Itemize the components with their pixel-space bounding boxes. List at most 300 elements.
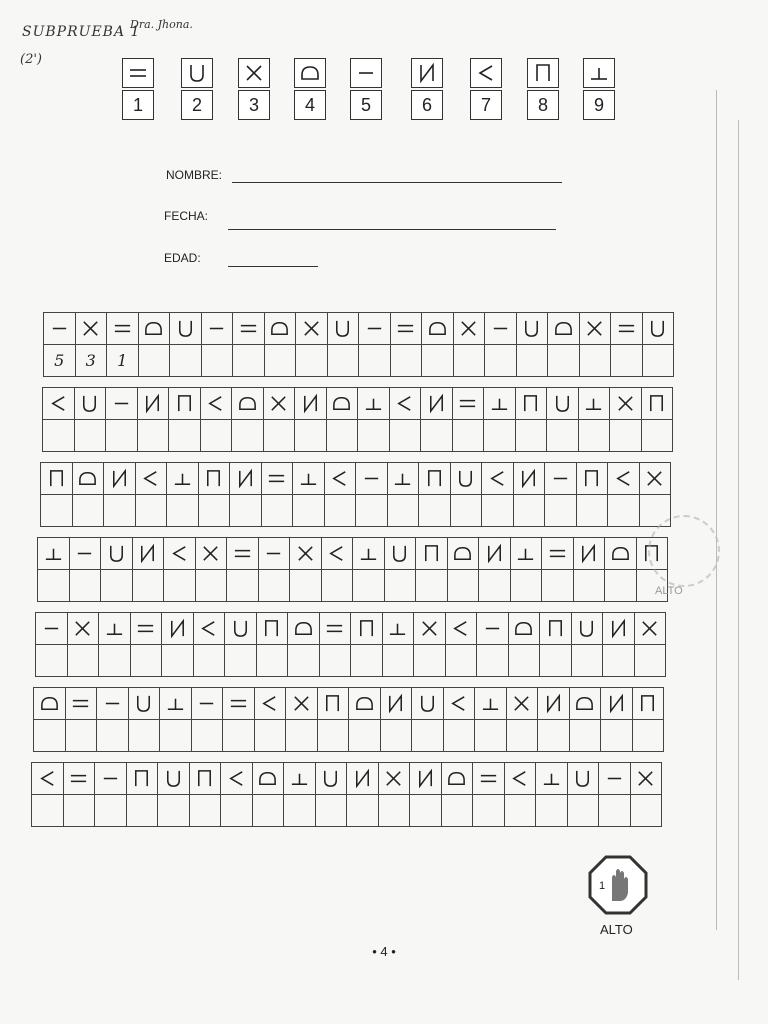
answer-cell[interactable] [41,495,73,527]
answer-cell[interactable] [540,645,572,677]
symbol-row [43,388,673,420]
perp-symbol-icon [489,393,510,414]
answer-cell[interactable] [605,570,637,602]
symbol-cell [107,313,139,345]
perp-symbol-icon [358,543,379,564]
answer-cell[interactable] [450,495,482,527]
answer-cell[interactable] [447,570,479,602]
answer-cell[interactable] [578,420,610,452]
key-symbol [294,58,326,88]
symbol-cell [126,763,158,795]
symbol-cell [32,763,64,795]
lt-symbol-icon [394,393,415,414]
symbol-cell [41,463,73,495]
symbol-cell [380,688,412,720]
perp-symbol-icon [172,468,193,489]
answer-cell[interactable] [32,795,64,827]
key-item [583,58,615,120]
key-item [470,58,502,120]
answer-cell[interactable] [536,795,568,827]
symbol-cell [477,613,509,645]
answer-cell[interactable] [608,495,640,527]
answer-cell[interactable] [167,495,199,527]
answer-cell[interactable] [569,720,601,752]
symbol-cell [410,763,442,795]
answer-cell[interactable] [506,720,538,752]
symbol-cell [513,463,545,495]
answer-cell[interactable] [169,420,201,452]
x-symbol-icon [243,62,265,84]
answer-cell[interactable] [63,795,95,827]
symbol-cell [545,463,577,495]
symbol-cell [130,613,162,645]
answer-cell[interactable] [516,345,548,377]
answer-cell[interactable] [200,420,232,452]
answer-cell[interactable] [327,345,359,377]
cap-symbol-icon [581,468,602,489]
answer-cell[interactable] [230,495,262,527]
answer-cell[interactable] [195,570,227,602]
symbol-row-grid [40,462,671,527]
answer-cell[interactable] [538,720,570,752]
answer-cell[interactable] [261,495,293,527]
cap-symbol-icon [520,393,541,414]
answer-cell[interactable] [599,795,631,827]
symbol-cell [258,538,290,570]
answer-cell[interactable] [641,420,673,452]
answer-cell[interactable] [65,720,97,752]
answer-cell[interactable] [189,795,221,827]
cup-symbol-icon [186,62,208,84]
symbol-cell [326,388,358,420]
x-symbol-icon [511,693,532,714]
symbol-cell [321,538,353,570]
cup-symbol-icon [417,693,438,714]
page-number: • 4 • [372,944,396,959]
symbol-cell [288,613,320,645]
answer-cell[interactable] [221,795,253,827]
symbol-cell [610,388,642,420]
cup-symbol-icon [320,768,341,789]
key-symbol [181,58,213,88]
answer-cell[interactable] [72,495,104,527]
symbol-cell [284,763,316,795]
key-symbol [238,58,270,88]
x-symbol-icon [458,318,479,339]
perp-symbol-icon [387,618,408,639]
x-symbol-icon [200,543,221,564]
answer-cell[interactable] [422,345,454,377]
cap-symbol-icon [424,468,445,489]
name-field[interactable] [232,182,562,183]
answer-cell[interactable] [353,570,385,602]
answer-cell[interactable] [445,645,477,677]
answer-cell[interactable] [416,570,448,602]
answer-row [43,420,673,452]
symbol-cell [75,313,107,345]
d-symbol-icon [354,693,375,714]
symbol-cell [189,763,221,795]
cap-symbol-icon [532,62,554,84]
answer-cell[interactable] [601,720,633,752]
lt-symbol-icon [475,62,497,84]
cap-symbol-icon [356,618,377,639]
answer-cell[interactable] [419,495,451,527]
symbol-cell [195,538,227,570]
answer-cell[interactable] [414,645,446,677]
perp-symbol-icon [289,768,310,789]
answer-cell[interactable]: 1 [107,345,139,377]
symbol-cell [128,688,160,720]
cup-symbol-icon [79,393,100,414]
cup-symbol-icon [455,468,476,489]
answer-cell[interactable] [191,720,223,752]
answer-cell[interactable] [34,720,66,752]
symbol-cell [347,763,379,795]
answer-cell[interactable] [504,795,536,827]
answer-cell[interactable] [576,495,608,527]
lt-symbol-icon [205,393,226,414]
symbol-cell [484,388,516,420]
n-symbol-icon [518,468,539,489]
n-symbol-icon [109,468,130,489]
answer-cell[interactable] [347,795,379,827]
answer-cell[interactable] [315,795,347,827]
answer-cell[interactable] [634,645,666,677]
answer-cell[interactable] [319,645,351,677]
symbol-cell [441,763,473,795]
answer-cell[interactable] [485,345,517,377]
symbol-row-grid [33,687,664,752]
symbol-cell [290,538,322,570]
symbol-cell [387,463,419,495]
answer-cell[interactable] [97,720,129,752]
answer-cell[interactable] [358,420,390,452]
answer-cell[interactable] [387,495,419,527]
answer-cell[interactable] [380,720,412,752]
answer-cell[interactable] [567,795,599,827]
handwritten-note: Dra. Jhona. [130,18,193,31]
cup-symbol-icon [576,618,597,639]
answer-cell[interactable] [36,645,68,677]
eq-symbol-icon [70,693,91,714]
answer-cell[interactable] [95,795,127,827]
symbol-cell [578,388,610,420]
d-symbol-icon [574,693,595,714]
symbol-cell [412,688,444,720]
answer-cell[interactable] [162,645,194,677]
d-symbol-icon [513,618,534,639]
answer-cell[interactable] [603,645,635,677]
answer-cell[interactable]: 5 [44,345,76,377]
symbol-cell [191,688,223,720]
answer-cell[interactable] [508,645,540,677]
answer-cell[interactable] [542,570,574,602]
symbol-cell [571,613,603,645]
symbol-cell [160,688,192,720]
lt-symbol-icon [169,543,190,564]
answer-cell[interactable] [252,795,284,827]
symbol-cell [44,313,76,345]
answer-cell[interactable] [254,720,286,752]
key-symbol [411,58,443,88]
answer-cell[interactable] [233,345,265,377]
answer-cell[interactable] [295,420,327,452]
answer-cell[interactable] [164,570,196,602]
symbol-cell [233,313,265,345]
answer-cell[interactable] [286,720,318,752]
answer-cell[interactable] [284,795,316,827]
answer-cell[interactable] [225,645,257,677]
answer-cell[interactable] [128,720,160,752]
date-label: FECHA: [164,209,209,223]
symbol-cell [453,313,485,345]
dash-symbol-icon [41,618,62,639]
answer-cell[interactable] [475,720,507,752]
eq-symbol-icon [135,618,156,639]
answer-cell[interactable] [158,795,190,827]
answer-cell[interactable] [579,345,611,377]
answer-cell[interactable] [138,345,170,377]
symbol-cell [603,613,635,645]
answer-cell[interactable] [293,495,325,527]
symbol-cell [579,313,611,345]
answer-cell[interactable] [232,420,264,452]
age-field[interactable] [228,266,318,267]
symbol-cell [382,613,414,645]
cap-symbol-icon [421,543,442,564]
answer-cell[interactable] [421,420,453,452]
lt-symbol-icon [329,468,350,489]
symbol-cell [106,388,138,420]
answer-cell[interactable] [513,495,545,527]
dash-symbol-icon [100,768,121,789]
dash-symbol-icon [263,543,284,564]
d-symbol-icon [237,393,258,414]
answer-cell[interactable] [441,795,473,827]
name-label: NOMBRE: [166,168,223,182]
key-number: 5 [350,90,382,120]
stop-sign-number: 1 [599,880,606,892]
answer-cell[interactable] [104,495,136,527]
d-symbol-icon [143,318,164,339]
symbol-cell [390,313,422,345]
answer-cell[interactable] [99,645,131,677]
answer-cell[interactable] [515,420,547,452]
answer-cell[interactable] [547,420,579,452]
answer-cell[interactable] [263,420,295,452]
answer-cell[interactable] [632,720,664,752]
symbol-cell [548,313,580,345]
date-field[interactable] [228,229,556,230]
symbol-cell [504,763,536,795]
d-symbol-icon [452,543,473,564]
symbol-cell [567,763,599,795]
dash-symbol-icon [364,318,385,339]
key-item [181,58,213,120]
answer-cell[interactable] [130,645,162,677]
d-symbol-icon [269,318,290,339]
answer-cell[interactable] [137,420,169,452]
answer-cell[interactable] [484,420,516,452]
n-symbol-icon [137,543,158,564]
answer-cell[interactable] [324,495,356,527]
answer-cell[interactable] [256,645,288,677]
symbol-cell [293,463,325,495]
symbol-cell [634,613,666,645]
answer-cell[interactable]: 3 [75,345,107,377]
answer-cell[interactable] [453,345,485,377]
symbol-cell [63,763,95,795]
symbol-cell [475,688,507,720]
key-item [350,58,382,120]
answer-cell[interactable] [160,720,192,752]
cup-symbol-icon [647,318,668,339]
symbol-cell [227,538,259,570]
symbol-cell [599,763,631,795]
symbol-cell [99,613,131,645]
symbol-cell [542,538,574,570]
symbol-cell [162,613,194,645]
answer-cell[interactable] [443,720,475,752]
answer-cell[interactable] [69,570,101,602]
d-symbol-icon [446,768,467,789]
answer-cell[interactable] [326,420,358,452]
answer-cell[interactable] [384,570,416,602]
x-symbol-icon [639,618,660,639]
symbol-cell [445,613,477,645]
symbol-cell [200,388,232,420]
eq-symbol-icon [324,618,345,639]
n-symbol-icon [484,543,505,564]
answer-cell[interactable] [545,495,577,527]
n-symbol-icon [352,768,373,789]
x-symbol-icon [295,543,316,564]
symbol-row [32,763,662,795]
answer-cell[interactable] [571,645,603,677]
cap-symbol-icon [203,468,224,489]
answer-cell[interactable] [548,345,580,377]
answer-cell[interactable] [642,345,674,377]
symbol-cell [34,688,66,720]
symbol-row-grid [37,537,668,602]
symbol-cell [296,313,328,345]
symbol-cell [223,688,255,720]
key-number: 7 [470,90,502,120]
symbol-cell [74,388,106,420]
answer-cell[interactable] [198,495,230,527]
answer-cell[interactable] [67,645,99,677]
time-limit: (2') [20,52,42,67]
symbol-cell [516,313,548,345]
answer-cell[interactable] [223,720,255,752]
answer-cell[interactable] [43,420,75,452]
perp-symbol-icon [588,62,610,84]
answer-cell[interactable] [101,570,133,602]
answer-cell[interactable] [170,345,202,377]
answer-cell[interactable] [479,570,511,602]
answer-cell[interactable] [477,645,509,677]
answer-cell[interactable] [378,795,410,827]
x-symbol-icon [584,318,605,339]
lt-symbol-icon [509,768,530,789]
symbol-cell [358,388,390,420]
perp-symbol-icon [104,618,125,639]
answer-cell[interactable] [193,645,225,677]
key-number: 3 [238,90,270,120]
cup-symbol-icon [389,543,410,564]
answer-cell[interactable] [201,345,233,377]
dash-symbol-icon [102,693,123,714]
x-symbol-icon [268,393,289,414]
dash-symbol-icon [361,468,382,489]
answer-cell[interactable] [610,420,642,452]
x-symbol-icon [419,618,440,639]
symbol-row [36,613,666,645]
cap-symbol-icon [174,393,195,414]
n-symbol-icon [415,768,436,789]
answer-cell[interactable] [482,495,514,527]
dash-symbol-icon [206,318,227,339]
symbol-cell [422,313,454,345]
answer-cell[interactable] [135,495,167,527]
dash-symbol-icon [482,618,503,639]
answer-cell[interactable] [630,795,662,827]
answer-cell[interactable] [573,570,605,602]
answer-cell[interactable] [452,420,484,452]
answer-cell[interactable] [126,795,158,827]
answer-cell[interactable] [382,645,414,677]
answer-cell[interactable] [410,795,442,827]
answer-cell[interactable] [258,570,290,602]
answer-cell[interactable] [510,570,542,602]
symbol-cell [642,313,674,345]
answer-cell[interactable] [389,420,421,452]
eq-symbol-icon [112,318,133,339]
d-symbol-icon [553,318,574,339]
answer-cell[interactable] [264,345,296,377]
d-symbol-icon [77,468,98,489]
answer-cell[interactable] [288,645,320,677]
answer-cell[interactable] [349,720,381,752]
symbol-cell [193,613,225,645]
answer-cell[interactable] [351,645,383,677]
symbol-cell [254,688,286,720]
answer-cell[interactable] [473,795,505,827]
answer-cell[interactable] [38,570,70,602]
answer-cell[interactable] [227,570,259,602]
answer-cell[interactable] [412,720,444,752]
answer-cell[interactable] [321,570,353,602]
answer-cell[interactable] [106,420,138,452]
key-number: 8 [527,90,559,120]
answer-cell[interactable] [132,570,164,602]
answer-cell[interactable] [356,495,388,527]
symbol-cell [608,463,640,495]
answer-cell[interactable] [290,570,322,602]
symbol-cell [263,388,295,420]
answer-cell[interactable] [359,345,391,377]
answer-cell[interactable] [74,420,106,452]
answer-cell[interactable] [296,345,328,377]
symbol-cell [359,313,391,345]
symbol-cell [605,538,637,570]
perp-symbol-icon [363,393,384,414]
answer-cell[interactable] [317,720,349,752]
answer-cell[interactable] [390,345,422,377]
lt-symbol-icon [326,543,347,564]
answer-cell[interactable] [611,345,643,377]
